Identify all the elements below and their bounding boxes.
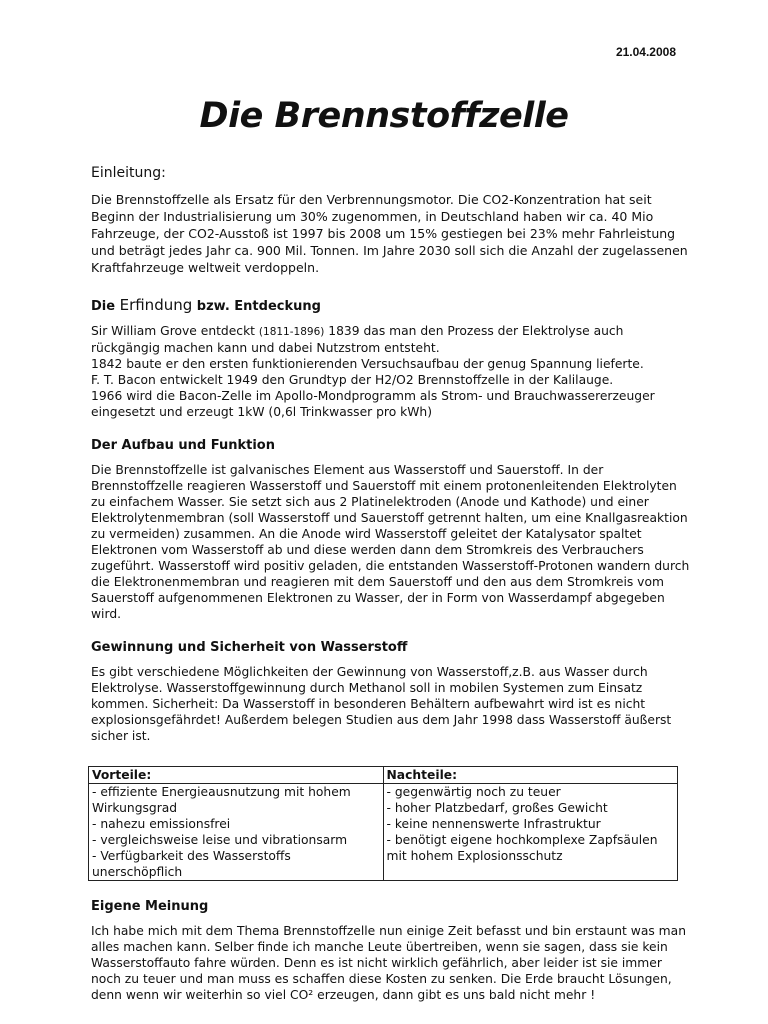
nachteil-item: - gegenwärtig noch zu teuer <box>386 785 561 799</box>
gewinnung-heading: Gewinnung und Sicherheit von Wasserstoff <box>91 640 408 655</box>
nachteil-item: - benötigt eigene hochkomplexe Zapfsäulen mit hohem Explosionsschutz <box>386 833 658 863</box>
document-date: 21.04.2008 <box>615 45 676 59</box>
nachteil-item: - hoher Platzbedarf, großes Gewicht <box>386 801 608 815</box>
vorteil-item: - vergleichsweise leise und vibrationsarm <box>92 833 348 847</box>
erfindung-line2: 1842 baute er den ersten funktionierenden Versuchsaufbau der genug Spannung lieferte. <box>91 357 644 371</box>
nachteil-item: - keine nennenswerte Infrastruktur <box>386 817 601 831</box>
erfindung-line1-dates: (1811-1896) <box>258 326 325 338</box>
gewinnung-paragraph: Es gibt verschiedene Möglichkeiten der Gewinnung von Wasserstoff,z.B. aus Wasser durch Elektrolyse. Wasserstoffgewinnung durch Methanol soll in mobilen Systemen zum Einsatz kommen. Sicherheit: Da Wasserstoff in besonderen Behältern aufbewahrt wird ist es nicht explosionsgefährdet! Außerdem belegen Studien aus dem Jahr 1998 dass Wasserstoff äußerst sicher ist. <box>91 665 672 743</box>
nachteile-header: Nachteile: <box>383 767 678 784</box>
aufbau-heading: Der Aufbau und Funktion <box>91 438 275 453</box>
erfindung-line4: 1966 wird die Bacon-Zelle im Apollo-Mondprogramm als Strom- und Brauchwassererzeuger eingesetzt und erzeugt 1kW (0,6l Trinkwasser pro kWh) <box>91 389 655 419</box>
intro-heading: Einleitung: <box>91 165 166 181</box>
document-body <box>91 165 691 1003</box>
intro-paragraph: Die Brennstoffzelle als Ersatz für den Verbrennungsmotor. Die CO2-Konzentration hat seit Beginn der Industrialisierung um 30% zugenommen, in Deutschland haben wir ca. 40 Mio Fahrzeuge, der CO2-Ausstoß ist 1997 bis 2008 um 15% gestiegen bei 23% mehr Fahrleistung und beträgt jedes Jahr ca. 900 Mil. Tonnen. Im Jahre 2030 soll sich die Anzahl der zugelassenen Kraftfahrzeuge weltweit verdoppeln. <box>91 192 688 275</box>
meinung-heading: Eigene Meinung <box>91 899 209 914</box>
nachteile-cell <box>383 784 678 881</box>
vorteil-item: - nahezu emissionsfrei <box>92 817 231 831</box>
erfindung-line1-c: 1839 das man den Prozess der Elektrolyse auch rückgängig machen kann und dabei Nutzstrom entsteht. <box>91 324 624 355</box>
erfindung-heading <box>91 296 691 314</box>
erfindung-heading-part: Die <box>91 299 120 314</box>
vorteil-item: - Verfügbarkeit des Wasserstoffs unerschöpflich <box>92 849 291 879</box>
vorteile-cell <box>89 784 384 881</box>
document-title: Die Brennstoffzelle <box>199 96 569 136</box>
vorteil-item: - effiziente Energieausnutzung mit hohem Wirkungsgrad <box>92 785 351 815</box>
erfindung-paragraph <box>91 323 691 420</box>
meinung-paragraph: Ich habe mich mit dem Thema Brennstoffzelle nun einige Zeit befasst und bin erstaunt was man alles machen kann. Selber finde ich manche Leute übertreiben, wenn sie sagen, dass sie kein Wasserstoffauto fahre würden. Denn es ist nicht wirklich gefährlich, aber leider ist sie immer noch zu teuer und man muss es schaffen diese Kosten zu senken. Die Erde braucht Lösungen, denn wenn wir weiterhin so viel CO² erzeugen, dann gibt es uns bald nicht mehr ! <box>91 924 686 1002</box>
erfindung-heading-emph: Erfindung <box>119 296 193 314</box>
erfindung-heading-rest: bzw. Entdeckung <box>192 299 321 314</box>
pros-cons-table <box>88 766 678 881</box>
vorteile-header: Vorteile: <box>89 767 384 784</box>
erfindung-line1-a: Sir William Grove entdeckt <box>91 324 259 338</box>
aufbau-paragraph: Die Brennstoffzelle ist galvanisches Element aus Wasserstoff und Sauerstoff. In der Brennstoffzelle reagieren Wasserstoff und Sauerstoff mit einem protonenleitenden Elektrolyten zu einfachem Wasser. Sie setzt sich aus 2 Platinelektroden (Anode und Kathode) und einer Elektrolytenmembran (soll Wasserstoff und Sauerstoff getrennt halten, um eine Knallgasreaktion zu vermeiden) zusammen. An die Anode wird Wasserstoff geleitet der Katalysator spaltet Elektronen vom Wasserstoff ab und diese werden dann dem Stromkreis des Verbrauchers zugeführt. Wasserstoff wird positiv geladen, die entstanden Wasserstoff-Protonen wandern durch die Elektronenmembran und reagieren mit dem Sauerstoff und den aus dem Stromkreis vom Sauerstoff aufgenommenen Elektronen zu Wasser, der in Form von Wasserdampf abgegeben wird. <box>91 463 690 621</box>
erfindung-line3: F. T. Bacon entwickelt 1949 den Grundtyp der H2/O2 Brennstoffzelle in der Kalilauge. <box>91 373 614 387</box>
